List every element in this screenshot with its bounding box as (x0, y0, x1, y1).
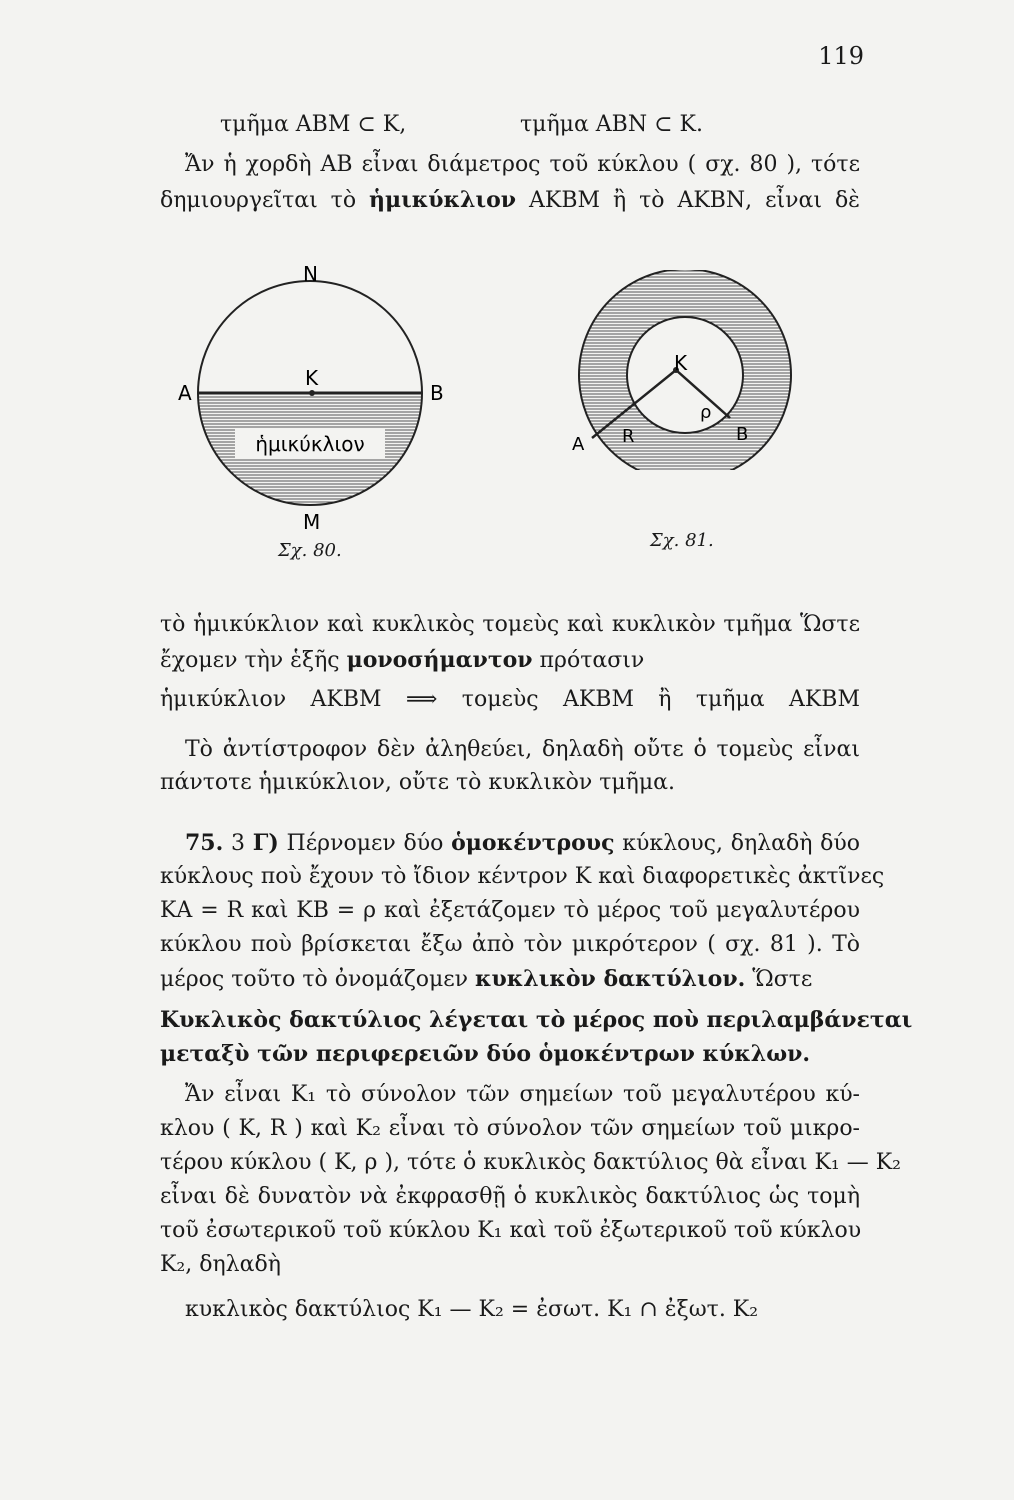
text-run: μέρος τοῦτο τὸ ὀνομάζομεν (160, 967, 476, 992)
center-point (309, 390, 315, 396)
section75-line5 (160, 964, 860, 995)
label-B: B (736, 424, 749, 445)
figure-81-ring (570, 270, 820, 470)
label-A: A (178, 381, 192, 405)
term-annulus: κυκλικὸν δακτύλιον. (475, 966, 746, 992)
label-B: B (430, 381, 444, 405)
section75-line4: κύκλου ποὺ βρίσκεται ἔξω ἀπὸ τὸν μικρότερον ( σχ. 81 ). Τὸ (160, 932, 860, 957)
implication-line (160, 685, 860, 715)
para3-line1: Τὸ ἀντίστροφον δὲν ἀληθεύει, δηλαδὴ οὔτε ὁ τομεὺς εἶναι (185, 737, 860, 762)
para3-line2: πάντοτε ἡμικύκλιον, οὔτε τὸ κυκλικὸν τμῆμα. (160, 770, 676, 795)
implication-left: ἡμικύκλιον ΑΚΒΜ (160, 687, 382, 712)
figure-81-caption: Σχ. 81. (650, 530, 714, 551)
text-run: ἔχομεν τὴν ἑξῆς (160, 648, 347, 673)
para2-line1: τὸ ἡμικύκλιον καὶ κυκλικὸς τομεὺς καὶ κυκλικὸν τμῆμα Ὥστε (160, 612, 860, 637)
subset-right: τμῆμα ΑΒΝ ⊂ Κ. (520, 112, 703, 137)
section-number: 75. (185, 830, 224, 856)
section75-line1 (185, 828, 860, 859)
label-K: K (305, 366, 319, 390)
para1-line1: Ἄν ἡ χορδὴ ΑΒ εἶναι διάμετρος τοῦ κύκλου ( σχ. 80 ), τότε (185, 152, 860, 177)
page-number: 119 (818, 42, 864, 70)
section75-line3: ΚΑ = R καὶ ΚΒ = ρ καὶ ἐξετάζομεν τὸ μέρος τοῦ μεγαλυτέρου (160, 898, 860, 923)
term-concentric: ὁμοκέντρους (451, 830, 615, 856)
label-semicircle: ἡμικύκλιον (255, 432, 365, 456)
section75-line2: κύκλους ποὺ ἔχουν τὸ ἴδιον κέντρον Κ καὶ διαφορετικὲς ἀκτῖνες (160, 864, 885, 889)
text-run: Ὥστε (745, 967, 813, 992)
text-run: ΑΚΒΜ ἢ τὸ ΑΚΒΝ, εἶναι δὲ (516, 188, 860, 213)
para4-line6: Κ₂, δηλαδὴ (160, 1252, 281, 1277)
text-run: Πέρνομεν δύο (278, 831, 452, 856)
label-rho: ρ (700, 402, 712, 423)
para4-line4: εἶναι δὲ δυνατὸν νὰ ἐκφρασθῇ ὁ κυκλικὸς δακτύλιος ὡς τομὴ (160, 1184, 860, 1209)
para2-line2 (160, 645, 860, 676)
section-sub: 3 (231, 831, 246, 856)
figure-80-caption: Σχ. 80. (278, 540, 342, 561)
text-run: δημιουργεῖται τὸ (160, 188, 370, 213)
label-R: R (622, 426, 635, 447)
para4-line1: Ἄν εἶναι Κ₁ τὸ σύνολον τῶν σημείων τοῦ μεγαλυτέρου κύ- (185, 1082, 860, 1107)
text-run: κύκλους, δηλαδὴ δύο (614, 831, 860, 856)
label-M: M (303, 510, 321, 534)
implication-right: τομεὺς ΑΚΒΜ ἢ τμῆμα ΑΚΒΜ (461, 687, 861, 712)
definition-line1: Κυκλικὸς δακτύλιος λέγεται τὸ μέρος ποὺ περιλαμβάνεται (160, 1007, 913, 1033)
section-letter: Γ) (252, 830, 279, 856)
term-semicircle: ἡμικύκλιον (369, 187, 517, 213)
formula: κυκλικὸς δακτύλιος Κ₁ — Κ₂ = ἐσωτ. Κ₁ ∩ ἐξωτ. Κ₂ (185, 1297, 759, 1322)
para4-line5: τοῦ ἐσωτερικοῦ τοῦ κύκλου Κ₁ καὶ τοῦ ἐξωτερικοῦ τοῦ κύκλου (160, 1218, 862, 1243)
implication-arrow: ⟹ (405, 687, 438, 712)
para4-line3: τέρου κύκλου ( Κ, ρ ), τότε ὁ κυκλικὸς δακτύλιος θὰ εἶναι Κ₁ — Κ₂ (160, 1150, 901, 1175)
figure-80-semicircle (170, 255, 450, 535)
para1-line2 (160, 185, 860, 216)
term-univalent: μονοσήμαντον (346, 647, 533, 673)
label-K: K (674, 351, 688, 375)
subset-left: τμῆμα ΑΒΜ ⊂ Κ, (220, 112, 407, 137)
text-run: πρότασιν (532, 648, 645, 673)
label-N: N (303, 262, 318, 286)
para4-line2: κλου ( Κ, R ) καὶ Κ₂ εἶναι τὸ σύνολον τῶν σημείων τοῦ μικρο- (160, 1116, 860, 1141)
definition-line2: μεταξὺ τῶν περιφερειῶν δύο ὁμοκέντρων κύκλων. (160, 1041, 811, 1067)
label-A: A (572, 434, 585, 455)
